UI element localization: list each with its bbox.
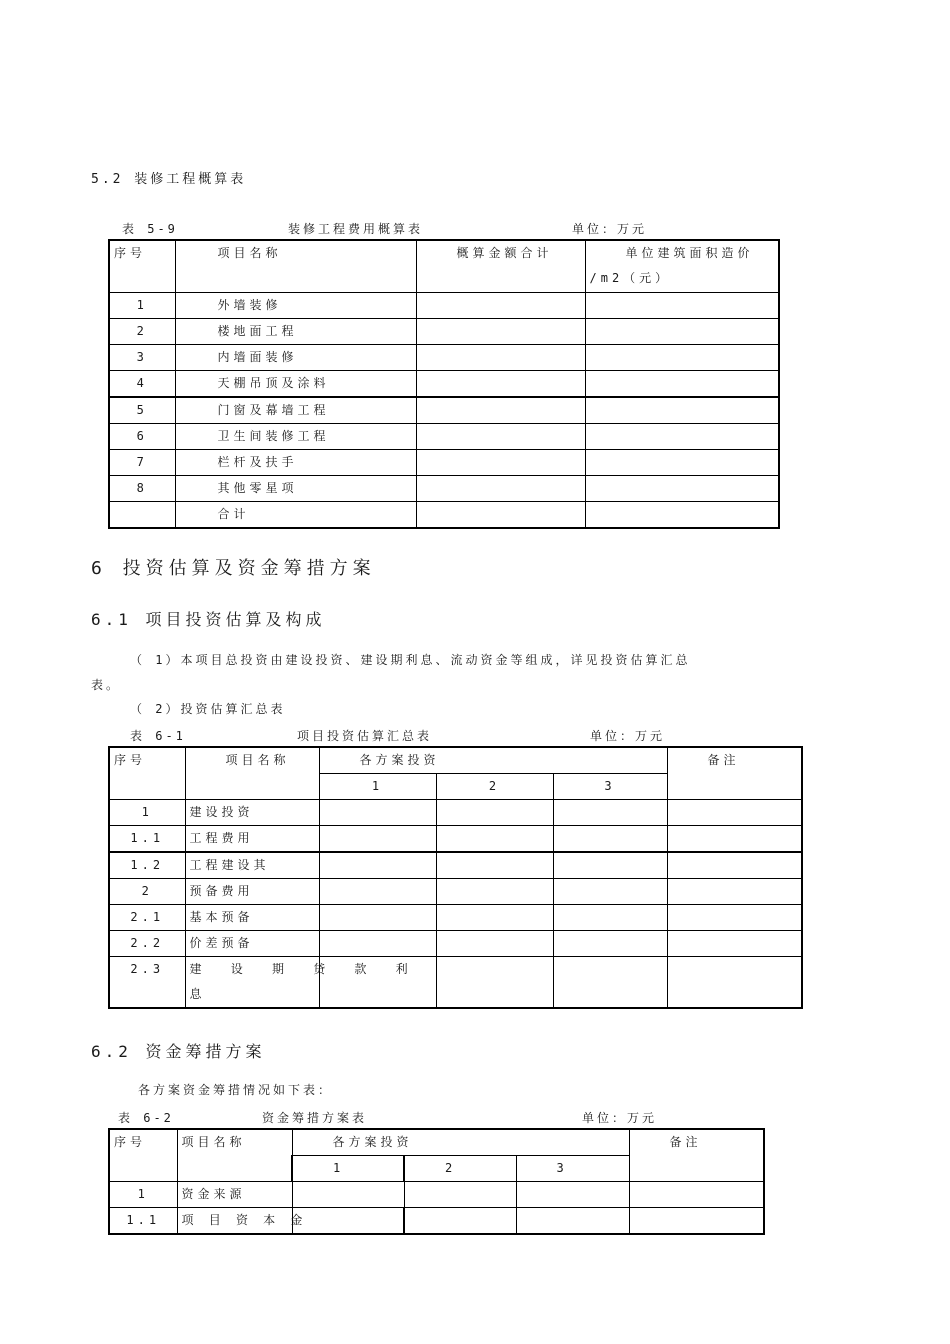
table-row — [109, 292, 779, 318]
cell-empty — [436, 905, 553, 931]
cell-empty — [585, 344, 779, 370]
cell-no: 2.1 — [109, 905, 185, 931]
header-cell-name: 项目名称 — [175, 240, 416, 292]
cell-name: 其他零星项 — [175, 475, 416, 501]
cell-name: 建设投资 — [185, 800, 319, 826]
header-cell-amount: 概算金额合计 — [416, 240, 585, 292]
cell-no: 1 — [109, 800, 185, 826]
cell-no — [109, 501, 175, 528]
table-row — [109, 449, 779, 475]
cell-empty — [319, 931, 436, 957]
table-row — [109, 344, 779, 370]
cell-empty — [667, 905, 802, 931]
cell-empty — [319, 852, 436, 879]
cell-name: 预备费用 — [185, 879, 319, 905]
cell-empty — [319, 800, 436, 826]
cell-empty — [416, 292, 585, 318]
header-cell-option-2: 2 — [404, 1156, 516, 1182]
header-cell-unit-cost — [585, 240, 779, 292]
cell-name — [185, 957, 419, 1009]
cell-empty — [585, 475, 779, 501]
cell-no: 3 — [109, 344, 175, 370]
cell-empty — [585, 501, 779, 528]
header-cell-option-3: 3 — [553, 774, 667, 800]
cell-empty — [416, 423, 585, 449]
table-row — [109, 800, 802, 826]
cell-empty — [416, 397, 585, 424]
cell-name: 基本预备 — [185, 905, 319, 931]
table-row — [109, 423, 779, 449]
table-row — [109, 318, 779, 344]
cell-name: 卫生间装修工程 — [175, 423, 416, 449]
table-6-1-caption-number: 表 6-1 — [130, 729, 186, 743]
cell-empty — [436, 800, 553, 826]
cell-no: 1.2 — [109, 852, 185, 879]
header-cell-option-1: 1 — [319, 774, 436, 800]
cell-no: 2 — [109, 318, 175, 344]
cell-empty — [667, 852, 802, 879]
table-row — [109, 370, 779, 397]
cell-no: 5 — [109, 397, 175, 424]
cell-empty — [553, 800, 667, 826]
cell-name: 项 目 资 本 金 — [177, 1208, 292, 1235]
cell-empty — [319, 826, 436, 853]
table-6-2-caption-title: 资金筹措方案表 — [262, 1111, 368, 1125]
cell-empty — [436, 852, 553, 879]
cell-empty — [667, 826, 802, 853]
table-row — [109, 1182, 764, 1208]
table-header-row — [109, 240, 779, 292]
cell-empty — [553, 826, 667, 853]
cell-empty — [416, 318, 585, 344]
cell-no: 8 — [109, 475, 175, 501]
cell-empty — [436, 931, 553, 957]
cell-empty — [436, 957, 553, 1009]
cell-empty — [416, 501, 585, 528]
cell-empty — [667, 879, 802, 905]
table-5-9 — [108, 239, 780, 529]
table-row — [109, 397, 779, 424]
paragraph-funding: 各方案资金筹措情况如下表： — [138, 1083, 334, 1097]
cell-name: 资金来源 — [177, 1182, 292, 1208]
header-cell-no: 序号 — [109, 1129, 177, 1182]
cell-name: 内墙面装修 — [175, 344, 416, 370]
cell-empty — [516, 1182, 629, 1208]
cell-empty — [585, 318, 779, 344]
cell-name: 外墙装修 — [175, 292, 416, 318]
cell-empty — [553, 957, 667, 1009]
cell-empty — [319, 879, 436, 905]
cell-empty — [667, 931, 802, 957]
cell-name: 门窗及幕墙工程 — [175, 397, 416, 424]
cell-empty — [404, 1182, 516, 1208]
cell-name: 工程建设其 — [185, 852, 319, 879]
paragraph-1-line-2: 表。 — [91, 678, 122, 692]
cell-empty — [292, 1208, 404, 1235]
header-cell-note: 备注 — [629, 1129, 764, 1182]
table-row-total — [109, 501, 779, 528]
table-row — [109, 957, 802, 1009]
table-5-9-caption-title: 装修工程费用概算表 — [288, 222, 424, 236]
header-cell-option-2: 2 — [436, 774, 553, 800]
table-row — [109, 852, 802, 879]
cell-no: 1 — [109, 1182, 177, 1208]
cell-empty — [416, 475, 585, 501]
table-row — [109, 905, 802, 931]
cell-empty — [436, 879, 553, 905]
header-unit-cost-line2: /m2（元） — [589, 271, 672, 285]
table-header-row — [109, 1129, 764, 1156]
table-6-1-caption-unit: 单位：万元 — [590, 729, 666, 743]
section-heading-6-1: 6.1 项目投资估算及构成 — [91, 610, 326, 629]
cell-name: 合计 — [175, 501, 416, 528]
cell-name: 工程费用 — [185, 826, 319, 853]
table-6-1 — [108, 746, 803, 1009]
cell-no: 1.1 — [109, 826, 185, 853]
cell-empty — [667, 800, 802, 826]
cell-empty — [585, 423, 779, 449]
cell-empty — [585, 370, 779, 397]
cell-empty — [553, 879, 667, 905]
cell-no: 1 — [109, 292, 175, 318]
cell-empty — [516, 1208, 629, 1235]
header-cell-name: 项目名称 — [185, 747, 319, 800]
table-row — [109, 931, 802, 957]
cell-name-line-2: 息 — [189, 987, 206, 1001]
header-cell-option-3: 3 — [516, 1156, 629, 1182]
header-cell-note: 备注 — [667, 747, 802, 800]
header-cell-option-1: 1 — [292, 1156, 404, 1182]
table-6-2 — [108, 1128, 765, 1235]
cell-empty — [629, 1208, 764, 1235]
table-6-2-caption-unit: 单位：万元 — [582, 1111, 658, 1125]
cell-empty — [292, 1182, 404, 1208]
cell-empty — [404, 1208, 516, 1235]
cell-empty — [553, 931, 667, 957]
cell-no: 1.1 — [109, 1208, 177, 1235]
cell-empty — [319, 905, 436, 931]
cell-name: 栏杆及扶手 — [175, 449, 416, 475]
cell-name: 天棚吊顶及涂料 — [175, 370, 416, 397]
cell-empty — [553, 905, 667, 931]
cell-no: 6 — [109, 423, 175, 449]
table-row — [109, 826, 802, 853]
cell-no: 2 — [109, 879, 185, 905]
table-header-row — [109, 747, 802, 774]
cell-empty — [416, 449, 585, 475]
header-unit-cost-line1: 单位建筑面积造价 — [625, 246, 754, 260]
header-cell-group: 各方案投资 — [319, 747, 667, 774]
cell-name: 楼地面工程 — [175, 318, 416, 344]
cell-no: 2.3 — [109, 957, 185, 1009]
cell-name-line-1: 建 设 期 贷 款 利 — [189, 962, 419, 976]
header-cell-no: 序号 — [109, 240, 175, 292]
table-6-1-caption-title: 项目投资估算汇总表 — [297, 729, 433, 743]
cell-empty — [416, 370, 585, 397]
cell-empty — [585, 397, 779, 424]
cell-empty — [585, 449, 779, 475]
header-cell-no: 序号 — [109, 747, 185, 800]
table-row — [109, 1208, 764, 1235]
paragraph-1-line-1: （ 1）本项目总投资由建设投资、建设期利息、流动资金等组成，详见投资估算汇总 — [130, 653, 691, 667]
section-heading-6-2: 6.2 资金筹措方案 — [91, 1042, 266, 1061]
cell-no: 2.2 — [109, 931, 185, 957]
table-5-9-caption-number: 表 5-9 — [122, 222, 178, 236]
cell-empty — [667, 957, 802, 1009]
section-heading-5-2: 5.2 装修工程概算表 — [91, 172, 247, 187]
cell-empty — [436, 826, 553, 853]
header-cell-group: 各方案投资 — [292, 1129, 629, 1156]
cell-empty — [629, 1182, 764, 1208]
table-row — [109, 475, 779, 501]
table-row — [109, 879, 802, 905]
section-heading-6: 6 投资估算及资金筹措方案 — [91, 558, 376, 579]
cell-no: 4 — [109, 370, 175, 397]
header-cell-name: 项目名称 — [177, 1129, 292, 1182]
table-6-2-caption-number: 表 6-2 — [118, 1111, 174, 1125]
table-5-9-caption-unit: 单位：万元 — [572, 222, 648, 236]
cell-empty — [585, 292, 779, 318]
cell-empty — [553, 852, 667, 879]
cell-no: 7 — [109, 449, 175, 475]
paragraph-2: （ 2）投资估算汇总表 — [130, 702, 286, 716]
cell-empty — [416, 344, 585, 370]
cell-name: 价差预备 — [185, 931, 319, 957]
